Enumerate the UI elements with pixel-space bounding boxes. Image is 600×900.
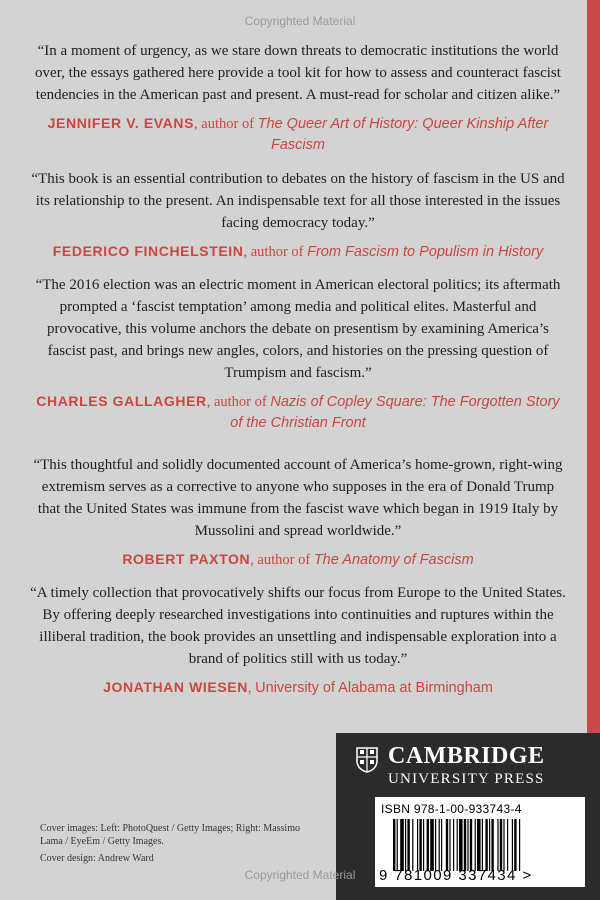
barcode-bar (512, 819, 513, 871)
barcode-bar (464, 819, 466, 871)
barcode-bar (405, 819, 406, 871)
publisher-subtitle: UNIVERSITY PRESS (388, 771, 545, 787)
barcode-bar (446, 819, 448, 871)
endorser-name: JENNIFER V. EVANS (47, 115, 195, 131)
blurb-1 (30, 40, 566, 156)
watermark-bottom: Copyrighted Material (244, 868, 356, 882)
barcode-bar (485, 819, 487, 871)
barcode-bar (412, 819, 413, 871)
barcode-bar (467, 819, 468, 871)
endorser-name: FEDERICO FINCHELSTEIN (52, 243, 244, 259)
endorser-name: CHARLES GALLAGHER (36, 393, 207, 409)
blurb-quote: “A timely collection that provocatively shifts our focus from Europe to the United States. By offering deeply researched investigations into continuities and ruptures within the illiberal tradition, the book provides an unsettling and indispensable exploration into a brand of politics still with us today.” (30, 585, 566, 667)
barcode-bar (423, 819, 424, 871)
barcode-bar (457, 819, 458, 871)
attribution-connector: , author of (206, 394, 271, 410)
barcode-icon (393, 819, 573, 871)
blurb-attribution (30, 677, 566, 699)
barcode-bar (514, 819, 516, 871)
barcode-bar (449, 819, 450, 871)
attribution-connector: , author of (250, 552, 314, 568)
design-credit: Cover design: Andrew Ward (40, 853, 154, 864)
barcode-bar (430, 819, 434, 871)
blurb-attribution (30, 391, 566, 434)
barcode-bar (397, 819, 398, 871)
blurb-attribution (30, 113, 566, 156)
barcode-bar (439, 819, 440, 871)
blurb-quote: “This book is an essential contribution to debates on the history of fascism in the US and its relationship to the present. An indispensable text for all those interested in the issues facing democracy today.” (31, 171, 565, 231)
endorser-name: ROBERT PAXTON (122, 551, 251, 567)
barcode-bar (393, 819, 395, 871)
barcode-bar (475, 819, 476, 871)
book-title: Nazis of Copley Square: The Forgotten Story of the Christian Front (230, 394, 560, 431)
barcode-bar (470, 819, 472, 871)
endorser-affiliation: University of Alabama at Birmingham (255, 680, 493, 696)
blurb-4 (30, 454, 566, 571)
endorser-name: JONATHAN WIESEN (103, 679, 248, 695)
barcode-bar (417, 819, 418, 871)
blurb-quote: “In a moment of urgency, as we stare down threats to democratic institutions the world over, the essays gathered here provide a tool kit for how to assess and counteract fascist tendencies in the American past and present. A must-read for scholar and citizen alike.” (35, 43, 561, 103)
barcode-bar (491, 819, 493, 871)
blurb-3 (30, 274, 566, 434)
publisher-name: CAMBRIDGE (388, 743, 545, 769)
blurb-attribution (30, 241, 566, 263)
cambridge-shield-icon (356, 747, 378, 773)
blurb-2 (30, 168, 566, 263)
book-title: From Fascism to Populism in History (307, 244, 544, 260)
attribution-connector: , (247, 680, 256, 696)
watermark-top: Copyrighted Material (244, 14, 356, 28)
barcode-bar (503, 819, 504, 871)
blurb-quote: “The 2016 election was an electric moment in American electoral politics; its aftermath prompted a ‘fascist temptation’ among media and political elites. Masterful and provocative, this volume anchors the debate on presentism by examining America’s fascist past, and brings new angles, colors, and histories on the pressing question of Trumpism and fascism.” (35, 277, 561, 381)
barcode-bar (441, 819, 442, 871)
barcode-bar (419, 819, 421, 871)
barcode-bar (500, 819, 502, 871)
barcode-bar (459, 819, 463, 871)
blurb-quote: “This thoughtful and solidly documented account of America’s home-grown, right-wing extremism serves as a corrective to anyone who supposes in the era of Donald Trump that the United States was immune from the fascist wave which began in 1919 Italy by Mussolini and spread worldwide.” (33, 457, 563, 539)
attribution-connector: , author of (194, 116, 258, 132)
blurb-5 (30, 582, 566, 699)
barcode-bar (482, 819, 483, 871)
isbn-digits: 9 781009 337434 > (379, 867, 533, 884)
barcode-bar (497, 819, 498, 871)
attribution-connector: , author of (243, 244, 308, 260)
book-title: The Queer Art of History: Queer Kinship After Fascism (257, 116, 549, 153)
barcode-bar (519, 819, 520, 871)
barcode-bar (507, 819, 508, 871)
barcode-bar (400, 819, 404, 871)
cover-credits (40, 822, 320, 865)
barcode-bar (453, 819, 454, 871)
barcode-bar (407, 819, 409, 871)
blurb-attribution (30, 549, 566, 571)
barcode-bar (489, 819, 490, 871)
isbn-label: ISBN 978-1-00-933743-4 (381, 802, 522, 816)
barcode-bar (477, 819, 481, 871)
barcode-bar (427, 819, 429, 871)
image-credits: Cover images: Left: PhotoQuest / Getty Images; Right: Massimo Lama / EyeEm / Getty Images. (40, 823, 300, 847)
book-title: The Anatomy of Fascism (313, 552, 474, 568)
barcode-bar (435, 819, 436, 871)
